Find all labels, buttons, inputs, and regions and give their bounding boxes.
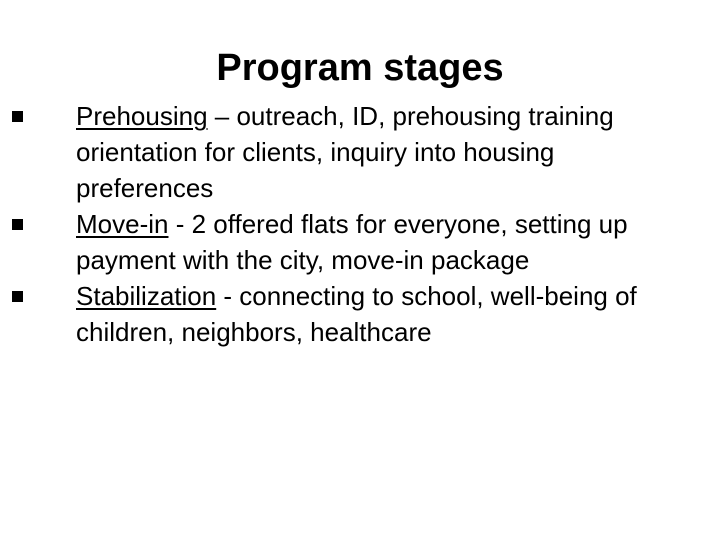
stage-term: Prehousing (76, 101, 208, 131)
bullet-item-prehousing (60, 98, 690, 206)
bullet-item-move-in (60, 206, 690, 278)
stage-term: Move-in (76, 209, 169, 239)
square-bullet-icon (12, 291, 23, 302)
stage-term: Stabilization (76, 281, 217, 311)
stage-description: - connecting to school, well-being of children, neighbors, healthcare (76, 281, 637, 347)
slide-title: Program stages (216, 47, 504, 89)
square-bullet-icon (12, 111, 23, 122)
stage-description: – outreach, ID, prehousing training orientation for clients, inquiry into housing preferences (76, 101, 614, 203)
stage-description: - 2 offered flats for everyone, setting up payment with the city, move-in package (76, 209, 628, 275)
bullet-list (60, 98, 690, 350)
bullet-item-stabilization (60, 278, 690, 350)
square-bullet-icon (12, 219, 23, 230)
